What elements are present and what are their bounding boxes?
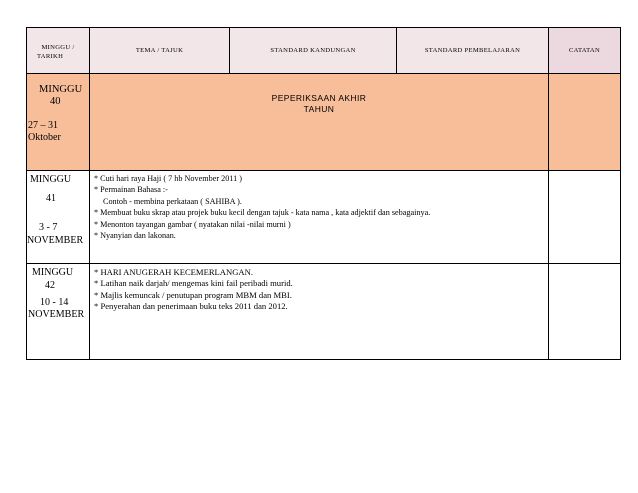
list-item: * Nyanyian dan lakonan. [94, 231, 176, 241]
list-item: Contoh - membina perkataan ( SAHIBA ). [103, 196, 242, 206]
week-label: MINGGU [32, 267, 74, 278]
header-theme: TEMA / TAJUK [90, 28, 230, 74]
exam-title-line2: TAHUN [303, 103, 335, 114]
header-week-date [27, 28, 90, 74]
week-number: 40 [50, 96, 61, 107]
week-number: 42 [45, 279, 55, 291]
date-range: 27 – 31 [28, 120, 58, 131]
week-label: MINGGU [30, 174, 72, 185]
notes-cell [549, 264, 621, 360]
week-label: MINGGU [39, 84, 83, 95]
lesson-plan-table [26, 27, 621, 360]
list-item: * Majlis kemuncak / penutupan program MBM dan MBI. [94, 289, 292, 300]
header-content-standard: STANDARD KANDUNGAN [230, 28, 397, 74]
exam-title-line1: PEPERIKSAAN AKHIR [271, 93, 367, 103]
week-number: 41 [46, 192, 56, 204]
header-learning-standard: STANDARD PEMBELAJARAN [397, 28, 549, 74]
list-item: * Cuti hari raya Haji ( 7 hb November 2011 ) [94, 174, 242, 183]
month-label: Oktober [28, 132, 61, 143]
month-label: NOVEMBER [27, 234, 84, 246]
table-row [27, 171, 621, 264]
notes-cell [549, 74, 621, 171]
table-row [27, 74, 621, 171]
list-item: * Permainan Bahasa :- [94, 185, 168, 195]
activities-cell [90, 264, 549, 360]
list-item: * Menonton tayangan gambar ( nyatakan nilai -nilai murni ) [94, 219, 291, 229]
date-range: 10 - 14 [40, 296, 69, 308]
month-label: NOVEMBER [28, 309, 85, 321]
activities-cell [90, 171, 549, 264]
week-cell [27, 171, 90, 264]
exam-cell [90, 74, 549, 171]
week-cell [27, 264, 90, 360]
list-item: * Penyerahan dan penerimaan buku teks 2011 dan 2012. [94, 301, 288, 312]
notes-cell [549, 171, 621, 264]
date-range: 3 - 7 [39, 222, 58, 234]
table-header-row [27, 28, 621, 74]
header-notes: CATATAN [549, 28, 621, 74]
table-row [27, 264, 621, 360]
list-item: * Membuat buku skrap atau projek buku kecil dengan tajuk - kata nama , kata adjektif dan sebagainya. [94, 208, 431, 218]
header-date-label: TARIKH [37, 52, 64, 60]
header-week-label: MINGGU / [41, 43, 75, 51]
week-cell [27, 74, 90, 171]
list-item: * Latihan naik darjah/ mengemas kini fail peribadi murid. [94, 278, 293, 289]
list-item: * HARI ANUGERAH KECEMERLANGAN. [94, 267, 253, 277]
